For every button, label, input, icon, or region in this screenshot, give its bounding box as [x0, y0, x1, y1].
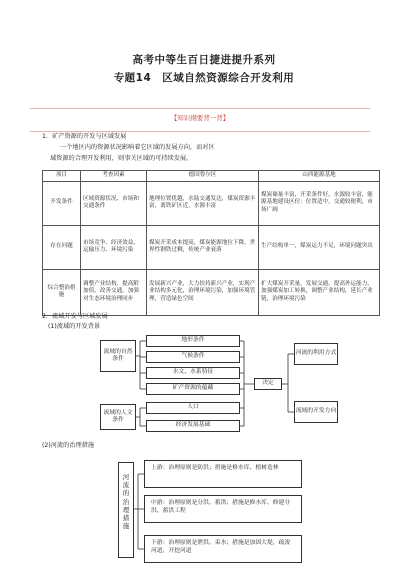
row-ruhr: 发展新兴产业，大力扶持新兴产业，实现产业结构多元化，治理环境污染，加强环境管理，营造绿色空间 [147, 269, 259, 315]
upstream-box: 上游：治理原则是防洪；措施是修水库、植树造林 [144, 460, 302, 488]
section-1-heading: 1．矿产资源的开发与区域发展 [42, 133, 127, 140]
decide-box: 决定 [254, 378, 282, 390]
terrain-box: 地形条件 [146, 335, 240, 347]
row-item: 存在问题 [43, 225, 81, 269]
section-2-heading: 2．流域开发与区域发展 [42, 313, 108, 320]
economy-box: 经济发展基础 [146, 420, 240, 432]
row-shanxi: 生产结构单一，煤炭运力不足，环境问题突出 [259, 225, 380, 269]
section-2-sub-2: (2)河流的治理措施 [42, 442, 95, 449]
banner-label: 【知识纲要背一背】 [170, 114, 230, 122]
section-1-line-1: 一个地区内的资源状况影响着它区域的发展方向，而对区 [60, 144, 215, 151]
mineral-box: 矿产资源的蕴藏 [146, 383, 240, 395]
table-header: 德国鲁尔区 [147, 171, 259, 182]
row-factor: 调整产业结构，提高附加值，改善交通，加强对生态环境治理同步 [81, 269, 147, 315]
table-header: 考查因素 [81, 171, 147, 182]
downstream-box: 下游：治理原则是泄洪、束水；措施是加固大堤，疏浚河道，开挖河道 [144, 535, 302, 563]
row-shanxi: 煤炭储量丰富，开采条件好，水源较丰富，能源基地建设区位：位置适中，交通较便利，市场广阔 [259, 181, 380, 225]
midstream-box: 中游：治理原则是分洪、蓄洪；措施是修水库、修建分洪、蓄洪工程 [144, 495, 302, 523]
section-2-sub-1: (1)流域的开发背景 [48, 323, 101, 330]
table-header: 山西能源基地 [259, 171, 380, 182]
development-direction-box: 流域的开发方向 [294, 401, 338, 423]
row-factor: 区域资源状况、市场和交通条件 [81, 181, 147, 225]
river-use-box: 河流的利用方式 [294, 343, 338, 365]
climate-box: 气候条件 [146, 351, 240, 363]
governance-title: 河流的治理措施 [122, 473, 130, 531]
population-box: 人口 [146, 402, 240, 414]
row-shanxi: 扩大煤炭开采量，发展交通，提高外运能力，加强煤炭加工转换，调整产业结构，延长产业链，治理环境污染 [259, 269, 380, 315]
natural-conditions-box: 流域的自然条件 [100, 340, 136, 372]
row-item: 综合整治措施 [43, 269, 81, 315]
human-conditions-box: 流域的人文条件 [100, 404, 136, 430]
row-ruhr: 地理位置优越，水陆交通发达，煤炭资源丰富，离铁矿区近，水源丰富 [147, 181, 259, 225]
row-factor: 市场竞争、经济效益、运输压力、环境污染 [81, 225, 147, 269]
row-item: 开发条件 [43, 181, 81, 225]
section-1-line-2: 域资源的合理开发利用，则事关区域的可持续发展。 [50, 155, 193, 162]
table-header: 项目 [43, 171, 81, 182]
hydrology-box: 水文、水系特征 [146, 367, 240, 379]
series-title: 高考中等生百日捷进提升系列 [132, 54, 276, 66]
topic-title: 专题14 区域自然资源综合开发利用 [113, 72, 295, 84]
row-ruhr: 煤炭开采成本提高，煤炭能源地位下降，世界性钢铁过剩，传统产业衰落 [147, 225, 259, 269]
governance-title-box [118, 462, 134, 558]
